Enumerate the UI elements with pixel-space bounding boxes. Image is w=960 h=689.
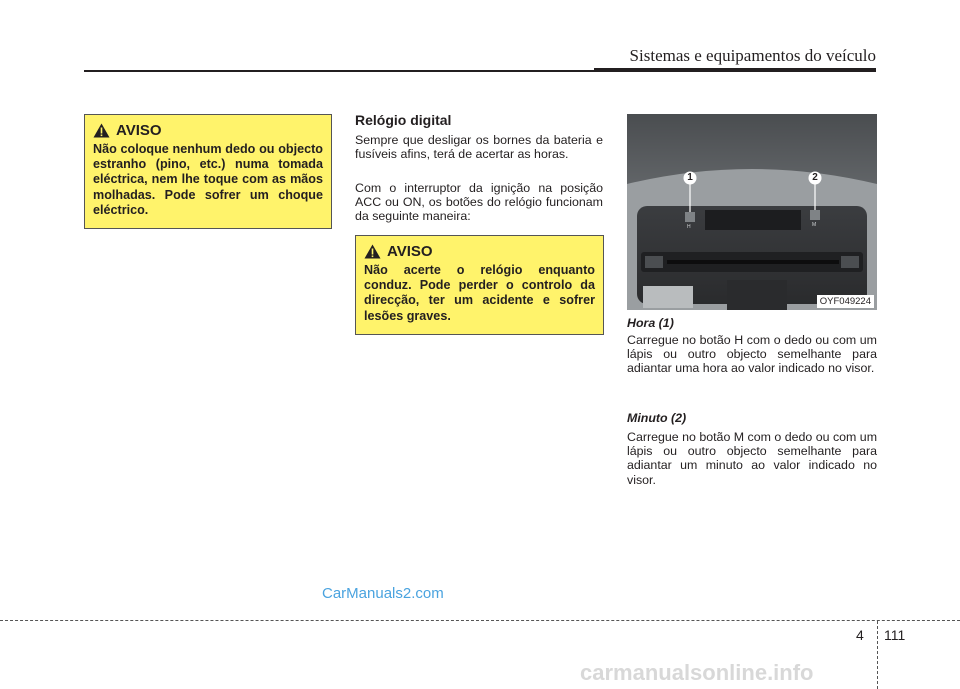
callout-2-label: 2 <box>812 172 818 183</box>
chapter-number: 4 <box>856 627 864 643</box>
callout-1-label: 1 <box>687 172 693 183</box>
button-m-label: M <box>812 222 817 228</box>
button-h-label: H <box>687 224 691 230</box>
header-rule <box>84 70 594 72</box>
warning-triangle-icon <box>93 123 110 138</box>
warning-box-socket <box>84 114 332 229</box>
warning-text: Não coloque nenhum dedo ou objecto estranho (pino, etc.) numa tomada eléctrica, nem lhe toque com as mãos molhadas. Pode sofrer um choque eléctrico. <box>93 142 323 217</box>
warning-box-driving <box>355 235 604 335</box>
footer-watermark: carmanualsonline.info <box>580 660 814 685</box>
subheading-minute: Minuto (2) <box>627 411 687 425</box>
page-number: 111 <box>884 627 906 643</box>
section-title-digital-clock: Relógio digital <box>355 112 452 128</box>
footer-rule <box>0 620 960 621</box>
footer-divider <box>877 621 878 689</box>
paragraph-reset-clock: Sempre que desligar os bornes da bateria e fusíveis afins, terá de acertar as horas. <box>355 133 603 162</box>
watermark-link[interactable]: CarManuals2.com <box>322 585 444 602</box>
paragraph-minute: Carregue no botão M com o dedo ou com um lápis ou outro objecto semelhante para adiantar um minuto ao valor indicado no visor. <box>627 430 878 487</box>
paragraph-ignition: Com o interruptor da ignição na posição ACC ou ON, os botões do relógio funcionam da seguinte maneira: <box>355 181 603 224</box>
subheading-hour: Hora (1) <box>627 316 674 330</box>
warning-triangle-icon <box>364 244 381 259</box>
header-rule-thick <box>594 68 876 72</box>
figure-code: OYF049224 <box>817 295 874 308</box>
warning-title: AVISO <box>116 121 162 139</box>
paragraph-hour: Carregue no botão H com o dedo ou com um lápis ou outro objecto semelhante para adiantar uma hora ao valor indicado no visor. <box>627 333 877 376</box>
clock-panel-photo <box>627 114 877 310</box>
warning-text: Não acerte o relógio enquanto conduz. Pode perder o controlo da direcção, ter um acidente e sofrer lesões graves. <box>364 263 595 323</box>
page-header-title: Sistemas e equipamentos do veículo <box>629 46 876 65</box>
warning-title: AVISO <box>387 242 433 260</box>
